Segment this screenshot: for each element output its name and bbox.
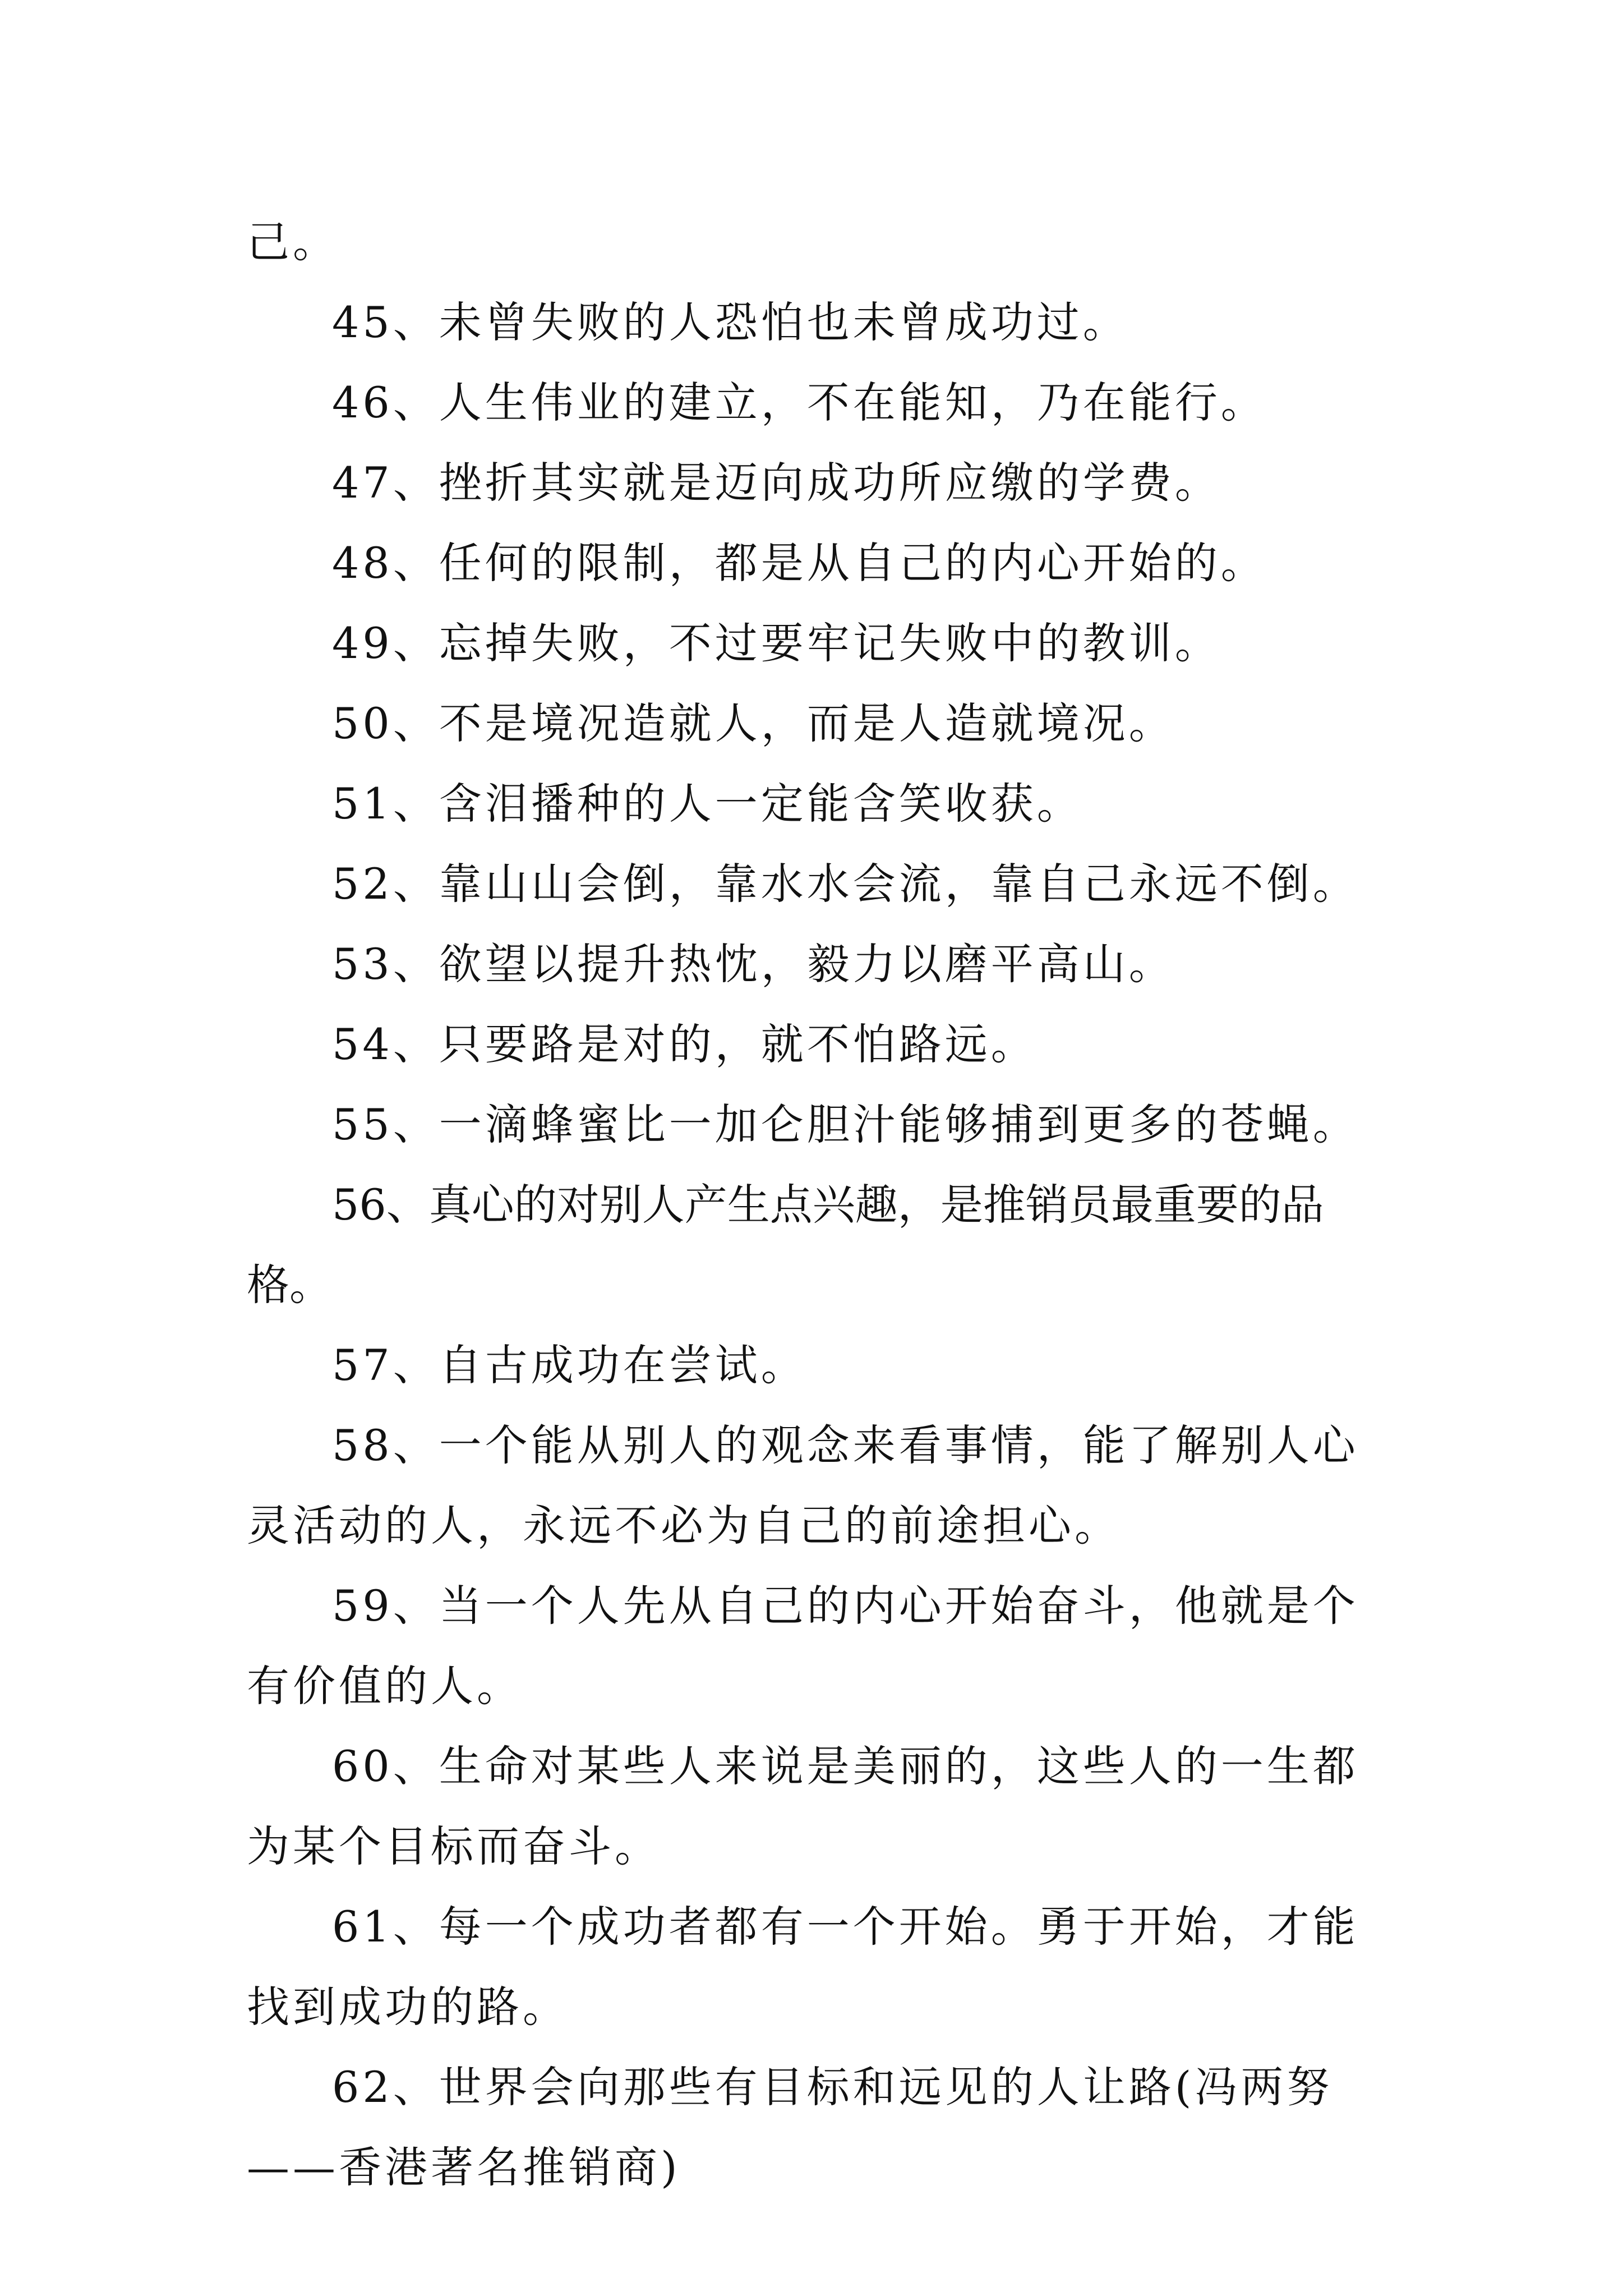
- paragraph-47: 47、挫折其实就是迈向成功所应缴的学费。: [332, 458, 1221, 508]
- paragraph-61: 61、每一个成功者都有一个开始。勇于开始，才能找到成功的路。: [247, 1902, 1359, 2032]
- paragraph-55: 55、一滴蜂蜜比一加仑胆汁能够捕到更多的苍蝇。: [332, 1099, 1359, 1149]
- paragraph-50: 50、不是境况造就人，而是人造就境况。: [332, 698, 1175, 748]
- paragraph-56: 56、真心的对别人产生点兴趣，是推销员最重要的品格。: [247, 1180, 1324, 1310]
- paragraph-continuation: 己。: [247, 217, 339, 267]
- paragraph-45: 45、未曾失败的人恐怕也未曾成功过。: [332, 297, 1129, 347]
- paragraph-58: 58、一个能从别人的观念来看事情，能了解别人心灵活动的人，永远不必为自己的前途担心。: [247, 1420, 1359, 1550]
- paragraph-59: 59、当一个人先从自己的内心开始奋斗，他就是个有价值的人。: [247, 1581, 1359, 1711]
- paragraph-54: 54、只要路是对的，就不怕路远。: [332, 1019, 1037, 1069]
- paragraph-57: 57、自古成功在尝试。: [332, 1340, 807, 1390]
- paragraph-48: 48、任何的限制，都是从自己的内心开始的。: [332, 538, 1267, 588]
- paragraph-51: 51、含泪播种的人一定能含笑收获。: [332, 779, 1083, 829]
- paragraph-46: 46、人生伟业的建立，不在能知，乃在能行。: [332, 378, 1267, 427]
- paragraph-52: 52、靠山山会倒，靠水水会流，靠自己永远不倒。: [332, 859, 1359, 909]
- paragraph-60: 60、生命对某些人来说是美丽的，这些人的一生都为某个目标而奋斗。: [247, 1741, 1359, 1871]
- paragraph-62: 62、世界会向那些有目标和远见的人让路(冯两努——香港著名推销商): [247, 2062, 1333, 2192]
- paragraph-49: 49、忘掉失败，不过要牢记失败中的教训。: [332, 618, 1221, 668]
- body-text: [247, 202, 1391, 2207]
- paragraph-53: 53、欲望以提升热忱，毅力以磨平高山。: [332, 939, 1175, 989]
